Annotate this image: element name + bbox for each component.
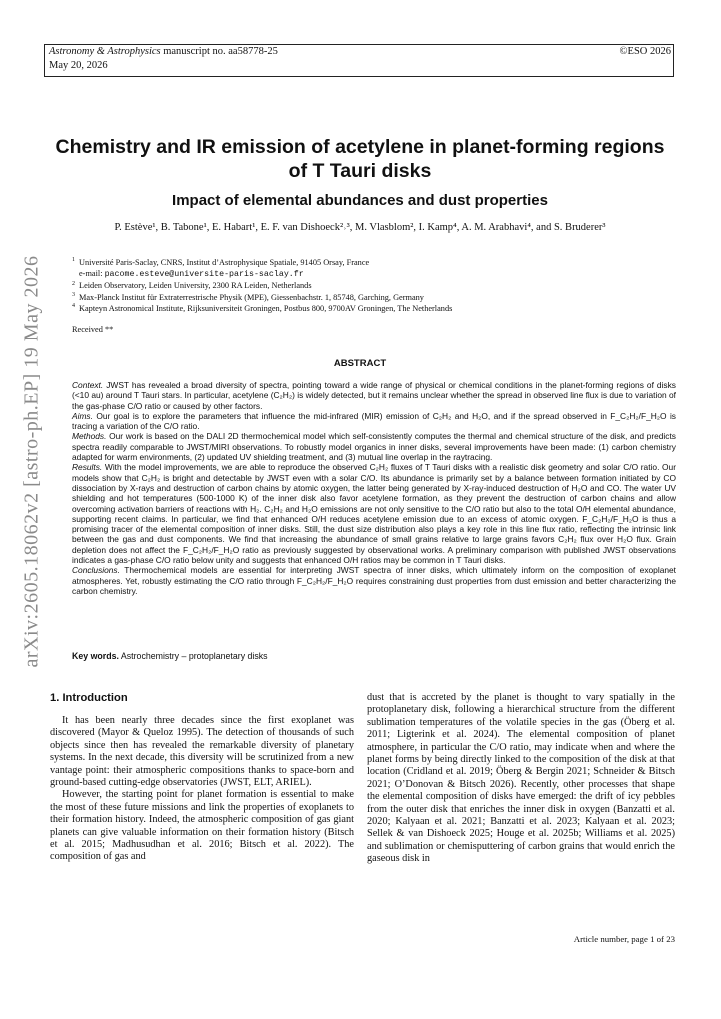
abstract-results: Results. With the model improvements, we are able to reproduce the observed C₂H₂ fluxes of T Tauri disks with a realistic disk geometry and solar C/O ratio. Our models show that C₂H₂ is bright and detectable by JWST even with a solar C/O. Its abundance is primarily set by a balance between formation initiated by CO dissociation by X-rays and destruction of carbon chains by atomic oxygen, the latter being generated by X-ray-induced destruction of H₂O and CO. The water UV shielding and hot temperatures (500-1000 K) of the inner disk also favor acetylene formation, as they prevent the destruction of carbon chains and allow overcoming activation barriers of reactions with H₂. C₂H₂ and H₂O emissions are not only sensitive to the C/O ratio but also to the total O/H elemental abundance, supporting recent claims. In particular, we find that enhanced O/H reduces acetylene emission due to an excess of atomic oxygen. F_C₂H₂/F_H₂O is thus a promising tracer of the elemental composition of inner disks. Still, the dust size distribution also plays a key role in this line flux ratio, reflecting the intrinsic link between the gas and dust components. We find that increasing the abundance of small grains relative to large grains favors C₂H₂ flux over H₂O flux. Grain depletion does not affect the F_C₂H₂/F_H₂O ratio as previously suggested by observational works. A preliminary comparison with published JWST observations indicates a gas-phase C/O ratio below unity and suggests that enhanced O/H ratios may be common in T Tauri disks. [72, 462, 676, 566]
abstract-aims: Aims. Our goal is to explore the parameters that influence the mid-infrared (MIR) emission of C₂H₂ and H₂O, and if the spread observed in F_C₂H₂/F_H₂O is tracing a variation of the C/O ratio. [72, 410, 676, 432]
manuscript-number: manuscript no. aa58778-25 [163, 46, 278, 57]
manuscript-date: May 20, 2026 [49, 60, 108, 71]
abstract-context: Context. JWST has revealed a broad diversity of spectra, pointing toward a wide range of physical or chemical conditions in the planet-forming regions of disks (<10 au) around T Tauri stars. In particular, acetylene (C₂H₂) is widely detected, but it remains unclear whether the spread in observed line flux is due to variation of the gas-phase C/O ratio or caused by other factors. [72, 380, 676, 411]
paper-subtitle: Impact of elemental abundances and dust properties [172, 192, 548, 209]
author-list: P. Estève¹, B. Tabone¹, E. Habart¹, E. F. van Dishoeck²˒³, M. Vlasblom², I. Kamp⁴, A. M. Arabhavi⁴, and S. Bruderer³ [114, 222, 606, 233]
affiliations [72, 257, 672, 314]
email-link[interactable]: pacome.esteve@universite-paris-saclay.fr [104, 270, 304, 280]
keywords: Key words. Astrochemistry – protoplanetary disks [72, 651, 268, 661]
abstract-conclusions: Conclusions. Thermochemical models are essential for interpreting JWST spectra of inner disks, which ultimately inform on the composition of exoplanet atmospheres. Yet, robustly estimating the C/O ratio through F_C₂H₂/F_H₂O requires constraining dust properties from dust emission and better characterizing the carbon chemistry. [72, 565, 676, 596]
left-column [50, 715, 354, 864]
abstract-heading: ABSTRACT [333, 358, 387, 369]
affiliation-3: $^3$ Max-Planck Institut für Extraterrestrische Physik (MPE), Giessenbachstr. 1, 85748, Garching, Germany [72, 291, 424, 302]
title-line-1: Chemistry and IR emission of acetylene in planet-forming regions [55, 136, 665, 158]
journal-name: Astronomy & Astrophysics [49, 46, 161, 57]
abstract-body [72, 380, 676, 596]
affiliation-email: e-mail: pacome.esteve@universite-paris-saclay.fr [79, 269, 304, 280]
page-footer: Article number, page 1 of 23 [573, 934, 675, 944]
title-line-2: of T Tauri disks [288, 160, 432, 182]
received-line: Received ** [72, 325, 114, 334]
abstract-methods: Methods. Our work is based on the DALI 2D thermochemical model which self-consistently computes the thermal and chemical structure of the disk, and predicts spectra readily comparable to JWST/MIRI observations. To robustly model organics in inner disks, several improvements have been made: (1) carbon chemistry adapted for warm environments, (2) updated UV shielding treatment, and (3) mutual line overlap in the raytracing. [72, 431, 676, 463]
right-column [367, 692, 675, 866]
affiliation-4: $^4$ Kapteyn Astronomical Institute, Rijksuniversiteit Groningen, Postbus 800, 9700AV Groningen, The Netherlands [72, 303, 453, 313]
intro-paragraph-1: It has been nearly three decades since the first exoplanet was discovered (Mayor & Queloz 1995). The detection of thousands of such objects since then has revealed the remarkable diversity of planetary systems. In the next decade, this diversity will be scrutinized from a new vantage point: their atmospheric compositions thanks to space-born and ground-based cutting-edge observatories (JWST, ELT, ARIEL). [50, 715, 354, 789]
affiliation-1: $^1$ Université Paris-Saclay, CNRS, Institut d’Astrophysique Spatiale, 91405 Orsay, France [72, 257, 370, 267]
section-heading-introduction: 1. Introduction [50, 692, 128, 704]
paper-title [44, 135, 676, 183]
intro-paragraph-2: However, the starting point for planet formation is essential to make the most of these future missions and link the properties of exoplanets to their formation history. Indeed, the atmospheric composition of gas giant planets can give valuable information on their formation history (Bitsch et al. 2015; Madhusudhan et al. 2016; Bitsch et al. 2022). The composition of gas and [50, 789, 354, 863]
arxiv-stamp[interactable]: arXiv:2605.18062v2 [astro-ph.EP] 19 May 2026 [20, 255, 43, 668]
affiliation-2: $^2$ Leiden Observatory, Leiden University, 2300 RA Leiden, Netherlands [72, 280, 312, 291]
intro-paragraph-3: dust that is accreted by the planet is thought to vary spatially in the protoplanetary disk, following a hierarchical structure from the different sublimation temperatures of the volatile species in the gas (Öberg et al. 2011; Ligterink et al. 2024). The elemental composition of planet atmosphere, in particular the C/O ratio, may indicate when and where the planet forms by being directly linked to the composition of the disk at that location (Cridland et al. 2019; Öberg & Bergin 2021; Schneider & Bitsch 2021; O’Donovan & Bitsch 2026). Recently, other processes that shape the elemental composition of disks have emerged: the drift of icy pebbles from the outer disk that enriches the inner disk in oxygen (Banzatti et al. 2020; Kalyaan et al. 2021; Banzatti et al. 2023; Kalyaan et al. 2023; Sellek & van Dishoeck 2025; Houge et al. 2025b; Williams et al. 2025) and sublimation or chemisputtering of carbon grains that would enrich the gaseous disk in [367, 692, 675, 865]
journal-line [49, 46, 278, 57]
copyright: ©ESO 2026 [619, 46, 671, 57]
